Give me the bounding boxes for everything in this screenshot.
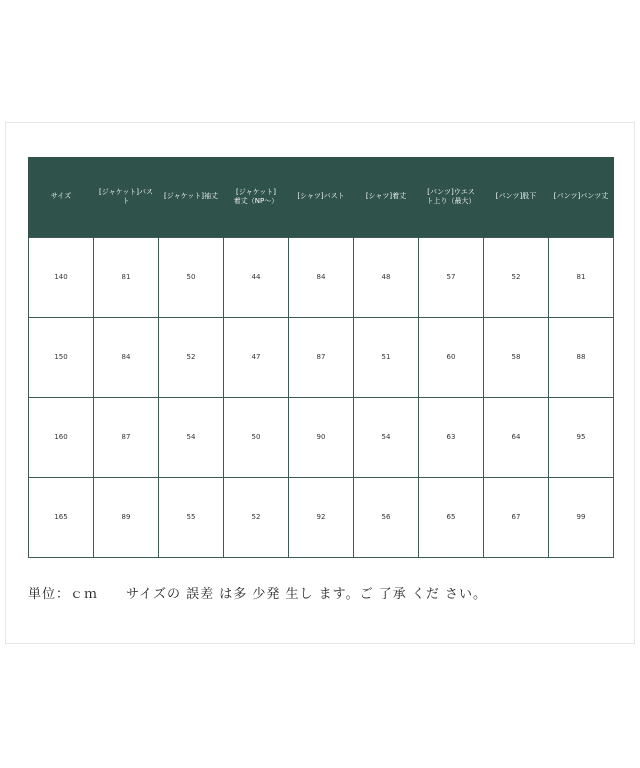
table-cell: 55 (159, 477, 224, 557)
table-cell: 50 (224, 397, 289, 477)
table-cell: 88 (549, 317, 614, 397)
header-pants-length: [パンツ]パンツ丈 (549, 157, 614, 237)
header-size: サイズ (29, 157, 94, 237)
table-cell: 67 (484, 477, 549, 557)
table-cell: 140 (29, 237, 94, 317)
header-shirt-bust: [シャツ]バスト (289, 157, 354, 237)
size-note: 単位：ｃｍ サイズの 誤差 は多 少発 生し ます。ご 了承 くだ さい。 (28, 587, 487, 602)
table-cell: 81 (549, 237, 614, 317)
table-cell: 54 (354, 397, 419, 477)
table-cell: 81 (94, 237, 159, 317)
table-cell: 84 (289, 237, 354, 317)
table-cell: 84 (94, 317, 159, 397)
header-shirt-length: [シャツ]着丈 (354, 157, 419, 237)
table-row (29, 477, 614, 557)
table-cell: 52 (484, 237, 549, 317)
table-cell: 50 (159, 237, 224, 317)
table-cell: 47 (224, 317, 289, 397)
table-cell: 52 (159, 317, 224, 397)
table-row (29, 237, 614, 317)
table-cell: 95 (549, 397, 614, 477)
table-cell: 99 (549, 477, 614, 557)
size-table (28, 157, 614, 558)
table-cell: 57 (419, 237, 484, 317)
table-cell: 90 (289, 397, 354, 477)
table-cell: 65 (419, 477, 484, 557)
table-cell: 160 (29, 397, 94, 477)
table-cell: 150 (29, 317, 94, 397)
table-cell: 87 (94, 397, 159, 477)
table-cell: 165 (29, 477, 94, 557)
table-cell: 87 (289, 317, 354, 397)
header-jacket-sleeve: [ジャケット]袖丈 (159, 157, 224, 237)
table-cell: 52 (224, 477, 289, 557)
table-cell: 44 (224, 237, 289, 317)
table-cell: 60 (419, 317, 484, 397)
table-cell: 56 (354, 477, 419, 557)
table-cell: 63 (419, 397, 484, 477)
table-row (29, 317, 614, 397)
table-row (29, 397, 614, 477)
header-pants-waist: [パンツ]ウエス ト上り（最大） (419, 157, 484, 237)
table-cell: 54 (159, 397, 224, 477)
header-jacket-bust: [ジャケット]バスト (94, 157, 159, 237)
table-cell: 51 (354, 317, 419, 397)
table-cell: 64 (484, 397, 549, 477)
table-cell: 89 (94, 477, 159, 557)
table-cell: 58 (484, 317, 549, 397)
header-jacket-length: [ジャケット] 着丈（NP〜） (224, 157, 289, 237)
table-cell: 48 (354, 237, 419, 317)
table-cell: 92 (289, 477, 354, 557)
header-pants-inseam: [パンツ]股下 (484, 157, 549, 237)
size-chart-card (5, 122, 635, 644)
table-header-row (29, 157, 614, 237)
